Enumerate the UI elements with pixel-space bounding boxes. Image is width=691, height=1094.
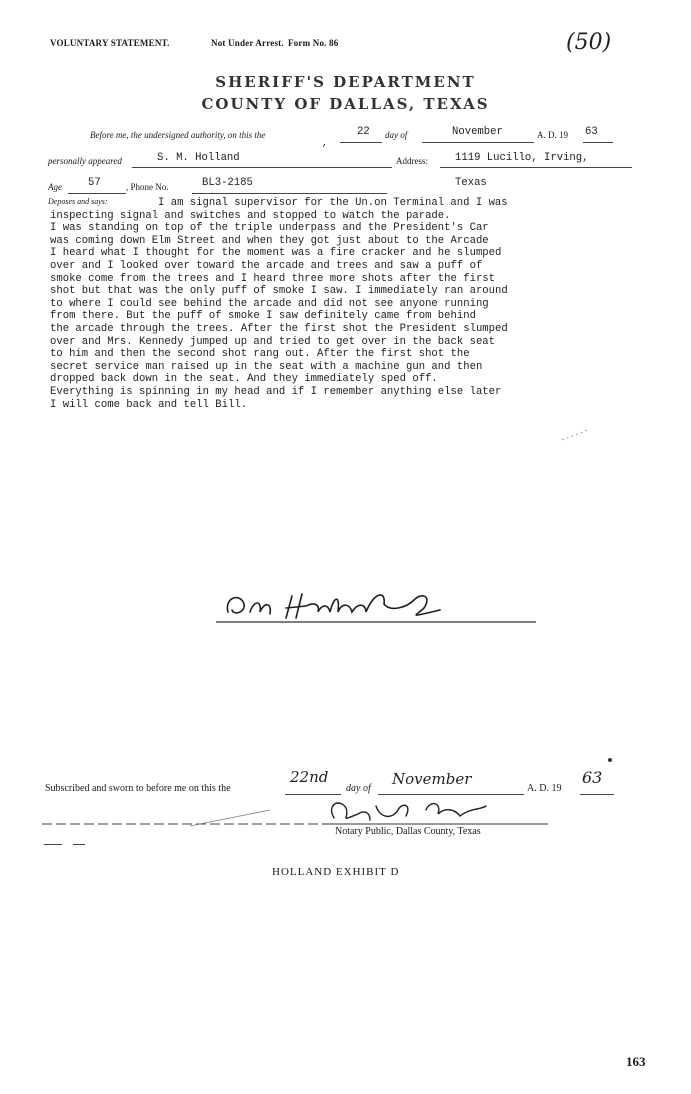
age-label: Age <box>48 182 62 192</box>
month-field: November <box>452 126 503 138</box>
statement-line: secret service man raised up in the seat with a machine gun and then <box>50 360 483 373</box>
statement-line: over and Mrs. Kennedy jumped up and tried to get over in the back seat <box>50 335 496 348</box>
statement-line: I was standing on top of the triple underpass and the President's Car <box>50 222 489 235</box>
exhibit-label: HOLLAND EXHIBIT D <box>272 866 400 878</box>
statement-line: smoke come from the trees and I heard three more shots after the first <box>50 272 496 285</box>
age-field: 57 <box>88 177 101 189</box>
statement-line: from there. But the puff of smoke I saw definitely came from behind <box>50 310 476 323</box>
affiant-signature <box>210 582 540 638</box>
address-label: Address: <box>396 156 429 166</box>
statement-line: to him and then the second shot rang out. After the first shot the <box>50 348 470 361</box>
department-heading: SHERIFF'S DEPARTMENT <box>215 73 476 91</box>
name-field: S. M. Holland <box>157 152 240 164</box>
phone-label: , Phone No. <box>126 182 169 192</box>
jurat-ad-label: A. D. 19 <box>527 783 562 794</box>
statement-line: I am signal supervisor for the Un.on Terminal and I was <box>158 197 508 209</box>
dash-mark <box>73 844 85 845</box>
day-of-label: day of <box>385 130 408 140</box>
ad-label: A. D. 19 <box>537 130 568 140</box>
statement-line: to where I could see behind the arcade and did not see anyone running <box>50 297 489 310</box>
statement-line: the arcade through the trees. After the first shot the President slumped <box>50 322 508 335</box>
jurat-year-field: 63 <box>582 768 603 787</box>
day-field: 22 <box>357 126 370 138</box>
state-field: Texas <box>455 177 487 189</box>
county-heading: COUNTY OF DALLAS, TEXAS <box>201 95 490 113</box>
statement-line: I heard what I thought for the moment was a fire cracker and he slumped <box>50 247 502 260</box>
page-mark-handwritten: (50) <box>566 30 612 55</box>
tick-mark: ’ <box>322 142 326 156</box>
jurat-month-field: November <box>392 770 472 788</box>
form-number: Form No. 86 <box>288 38 339 48</box>
statement-line: over and I looked over toward the arcade and trees and saw a puff of <box>50 259 483 272</box>
statement-line: inspecting signal and switches and stopped to watch the parade. <box>50 209 451 222</box>
personally-appeared-label: personally appeared <box>48 156 122 166</box>
statement-line: shot but that was the only puff of smoke I saw. I immediately ran around <box>50 285 508 298</box>
year-field: 63 <box>585 126 598 138</box>
address-field: 1119 Lucillo, Irving, <box>455 152 589 164</box>
dash-mark <box>44 844 62 845</box>
jurat-day-of-label: day of <box>346 783 371 794</box>
stray-mark <box>560 428 590 442</box>
statement-line: Everything is spinning in my head and if I remember anything else later <box>50 385 502 398</box>
not-under-arrest-label: Not Under Arrest. <box>211 38 284 48</box>
before-me-label: Before me, the undersigned authority, on this the <box>90 130 266 140</box>
statement-line: was coming down Elm Street and when they got just about to the Arcade <box>50 234 489 247</box>
statement-line: dropped back down in the seat. And they immediately sped off. <box>50 373 438 386</box>
jurat-day-field: 22nd <box>290 768 329 786</box>
form-title: VOLUNTARY STATEMENT. <box>50 38 170 48</box>
notary-signature <box>40 796 560 838</box>
ink-dot <box>608 758 612 762</box>
statement-line: I will come back and tell Bill. <box>50 398 248 411</box>
phone-field: BL3-2185 <box>202 177 253 189</box>
deposes-label: Deposes and says: <box>48 197 108 206</box>
page-number: 163 <box>626 1054 646 1069</box>
subscribed-label: Subscribed and sworn to before me on this the <box>45 783 231 794</box>
notary-caption: Notary Public, Dallas County, Texas <box>335 826 481 837</box>
